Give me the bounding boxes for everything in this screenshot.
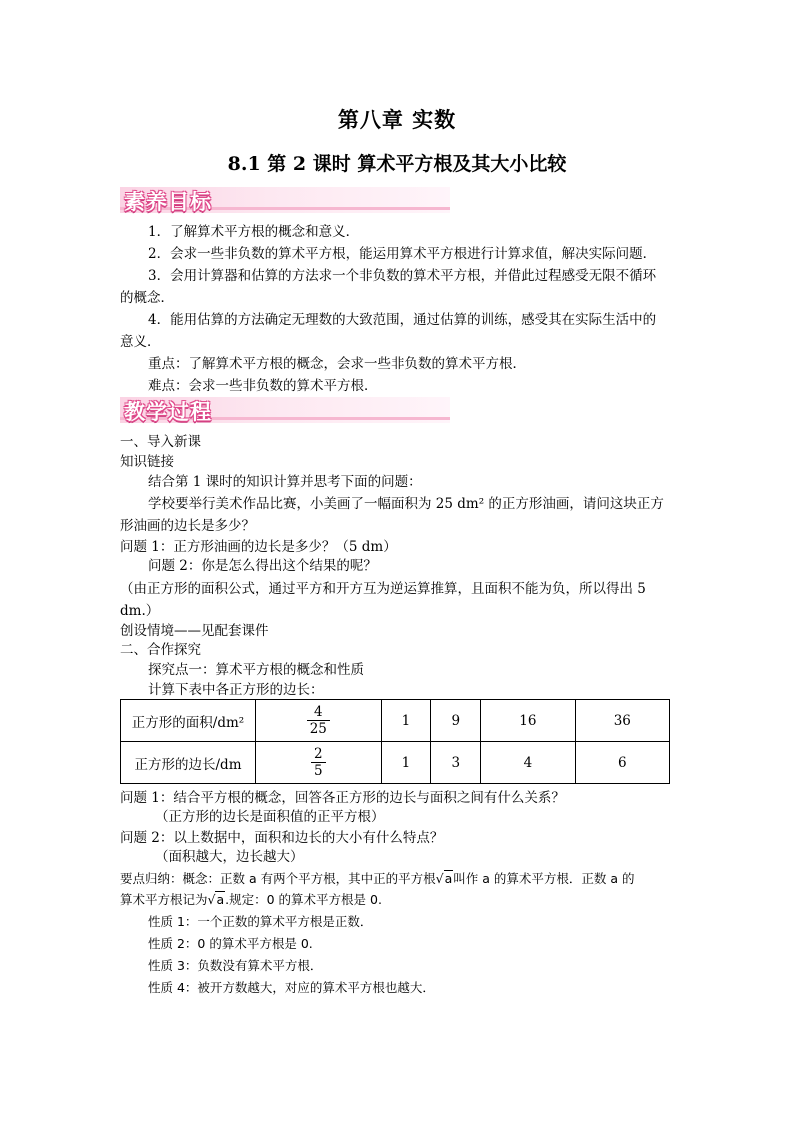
goals-banner [120,187,450,213]
sqrt-symbol: √a [207,892,225,907]
story-line-2: 形油画的边长是多少？ [120,518,255,534]
table-cell [256,700,382,742]
goal-item-2: 2．会求一些非负数的算术平方根，能运用算术平方根进行计算求值，解决实际问题． [148,246,657,262]
sqrt-symbol: √a [435,871,453,886]
table-cell: 16 [481,700,575,742]
discussion-answer-1: （正方形的边长是面积值的正平方根） [155,809,385,825]
goal-item-3: 3．会用计算器和估算的方法求一个非负数的算术平方根，并借此过程感受无限不循环 [148,268,657,284]
story-line-1: 学校要举行美术作品比赛，小美画了一幅面积为 25 dm² 的正方形油画，请问这块正方 [148,496,664,512]
table-cell: 6 [575,742,669,784]
fraction-numerator: 4 [307,704,330,721]
question-2-answer-cont: dm.） [120,603,160,619]
chapter-title: 第八章 实数 [337,107,457,132]
part1-heading: 一、导入新课 [120,434,201,450]
difficulty-point: 难点：会求一些非负数的算术平方根． [148,378,378,394]
process-banner-label: 教学过程 [124,400,212,424]
summary-text: 叫作 a 的算术平方根．正数 a 的 [453,871,635,886]
goal-item-1: 1．了解算术平方根的概念和意义． [148,224,360,240]
key-point: 重点：了解算术平方根的概念，会求一些非负数的算术平方根． [148,356,526,372]
fraction [311,746,326,779]
table-cell [256,742,382,784]
sqrt-radicand: a [216,892,225,907]
part2-heading: 二、合作探究 [120,642,201,658]
fraction-denominator: 25 [309,721,327,737]
table-intro: 计算下表中各正方形的边长： [148,682,324,698]
knowledge-link: 知识链接 [120,454,174,470]
summary-line-2 [120,890,382,910]
table-cell: 3 [431,742,481,784]
property-1: 性质 1：一个正数的算术平方根是正数． [148,914,373,929]
summary-text: .规定：0 的算术平方根是 0. [225,892,382,907]
question-1: 问题 1：正方形油画的边长是多少？（5 dm） [120,539,397,555]
table-cell: 1 [381,700,431,742]
table-row [121,700,670,742]
goal-item-4-cont: 意义． [120,334,161,350]
table-row-header-area: 正方形的面积/dm² [121,700,256,742]
discussion-question-2: 问题 2：以上数据中，面积和边长的大小有什么特点？ [120,830,444,846]
intro-text: 结合第 1 课时的知识计算并思考下面的问题： [148,474,422,490]
property-4: 性质 4：被开方数越大，对应的算术平方根也越大． [148,980,435,995]
fraction-numerator: 2 [311,746,326,763]
summary-text: 要点归纳：概念：正数 a 有两个平方根，其中正的平方根 [120,871,436,886]
question-2-answer: （由正方形的面积公式，通过平方和开方互为逆运算推算，且面积不能为负，所以得出 5 [120,581,646,597]
table-cell: 1 [381,742,431,784]
lesson-title: 8.1 第 2 课时 算术平方根及其大小比较 [227,153,567,175]
explore-point-1: 探究点一：算术平方根的概念和性质 [148,662,364,678]
summary-line-1 [120,869,634,889]
fraction [307,704,330,737]
fraction-denominator: 5 [313,763,323,779]
table-cell: 9 [431,700,481,742]
scenario-text: 创设情境——见配套课件 [120,623,269,639]
table-cell: 36 [575,700,669,742]
goals-banner-label: 素养目标 [124,190,212,214]
property-3: 性质 3：负数没有算术平方根． [148,958,323,973]
goal-item-4: 4．能用估算的方法确定无理数的大致范围，通过估算的训练，感受其在实际生活中的 [148,312,657,328]
table-row [121,742,670,784]
question-2: 问题 2：你是怎么得出这个结果的呢？ [148,558,377,574]
discussion-answer-2: （面积越大，边长越大） [155,849,304,865]
goal-item-3-cont: 的概念． [120,290,174,306]
sqrt-radicand: a [444,871,453,886]
table-cell: 4 [481,742,575,784]
summary-text: 算术平方根记为 [120,892,208,907]
table-row-header-side: 正方形的边长/dm [121,742,256,784]
property-2: 性质 2：0 的算术平方根是 0. [148,936,313,951]
discussion-question-1: 问题 1：结合平方根的概念，回答各正方形的边长与面积之间有什么关系？ [120,790,565,806]
process-banner [120,397,450,423]
square-table [120,699,670,784]
